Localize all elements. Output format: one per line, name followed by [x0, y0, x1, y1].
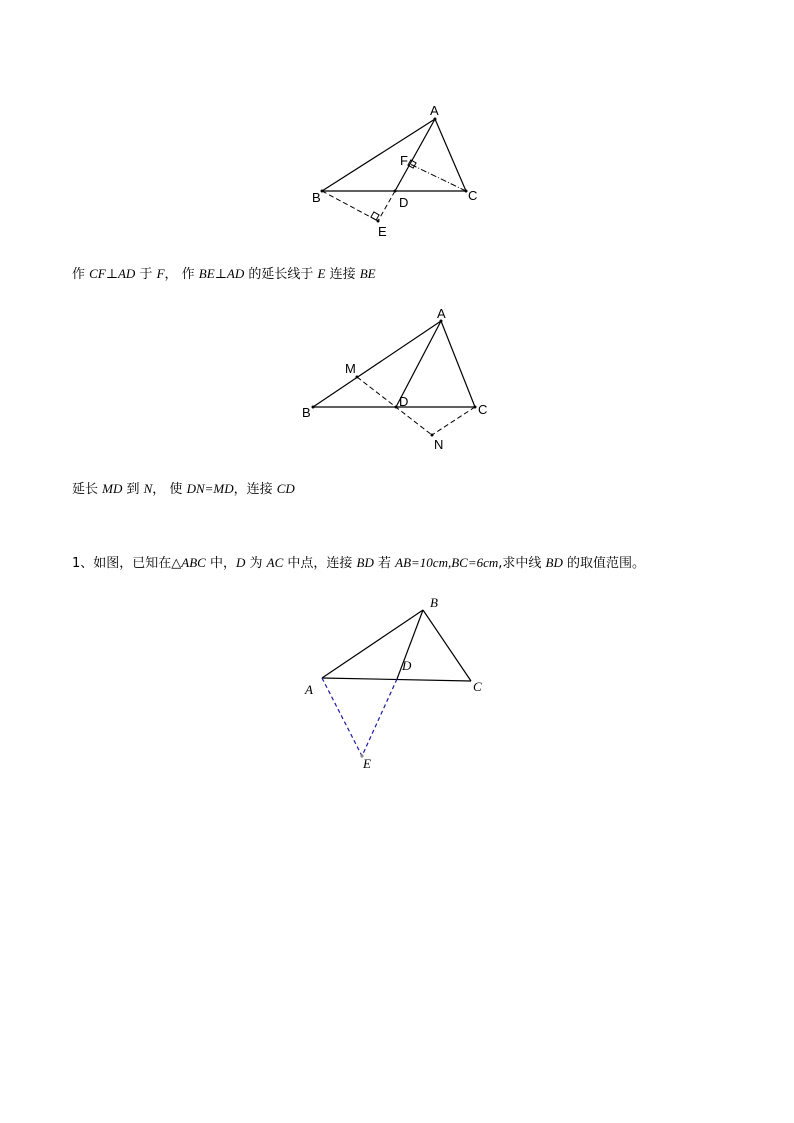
segment-ba — [313, 321, 441, 407]
label-d: D — [402, 658, 412, 673]
label-e: E — [363, 756, 371, 771]
caption-1: 作 CF⊥AD 于 F， 作 BE⊥AD 的延长线于 E 连接 BE — [72, 266, 376, 282]
label-e: E — [378, 224, 387, 239]
segment-ac — [435, 119, 466, 191]
segment-cf-dashdot — [410, 164, 466, 191]
label-a: A — [305, 682, 313, 697]
figure-1 — [300, 98, 500, 243]
segment-be-dashed — [322, 191, 378, 221]
label-n: N — [434, 437, 444, 452]
segment-cn-dashed — [432, 407, 475, 435]
segment-ae-dashed — [322, 678, 362, 756]
label-b: B — [430, 595, 438, 610]
label-c: C — [468, 188, 478, 203]
label-d: D — [399, 394, 409, 409]
label-b: B — [302, 405, 311, 420]
segment-de-dashed — [362, 679, 397, 756]
caption-2: 延长 MD 到 N， 使 DN=MD，连接 CD — [72, 481, 295, 497]
segment-mn-dashed — [357, 377, 432, 435]
segment-ac — [441, 321, 475, 407]
label-d: D — [399, 195, 409, 210]
label-c: C — [478, 402, 488, 417]
label-a: A — [430, 103, 439, 118]
label-c: C — [473, 679, 482, 694]
label-b: B — [312, 190, 321, 205]
segment-de-dashed — [378, 191, 395, 221]
segment-ba — [322, 119, 435, 191]
figure-3 — [295, 590, 500, 775]
label-a: A — [437, 306, 446, 321]
label-m: M — [345, 361, 356, 376]
segment-bc — [423, 610, 471, 681]
figure-2 — [295, 300, 500, 455]
label-f: F — [400, 153, 408, 168]
problem-1-text: 1、如图，已知在△ABC 中，D 为 AC 中点，连接 BD 若 AB=10cm,BC=6cm,求中线 BD 的取值范围。 — [72, 555, 645, 571]
